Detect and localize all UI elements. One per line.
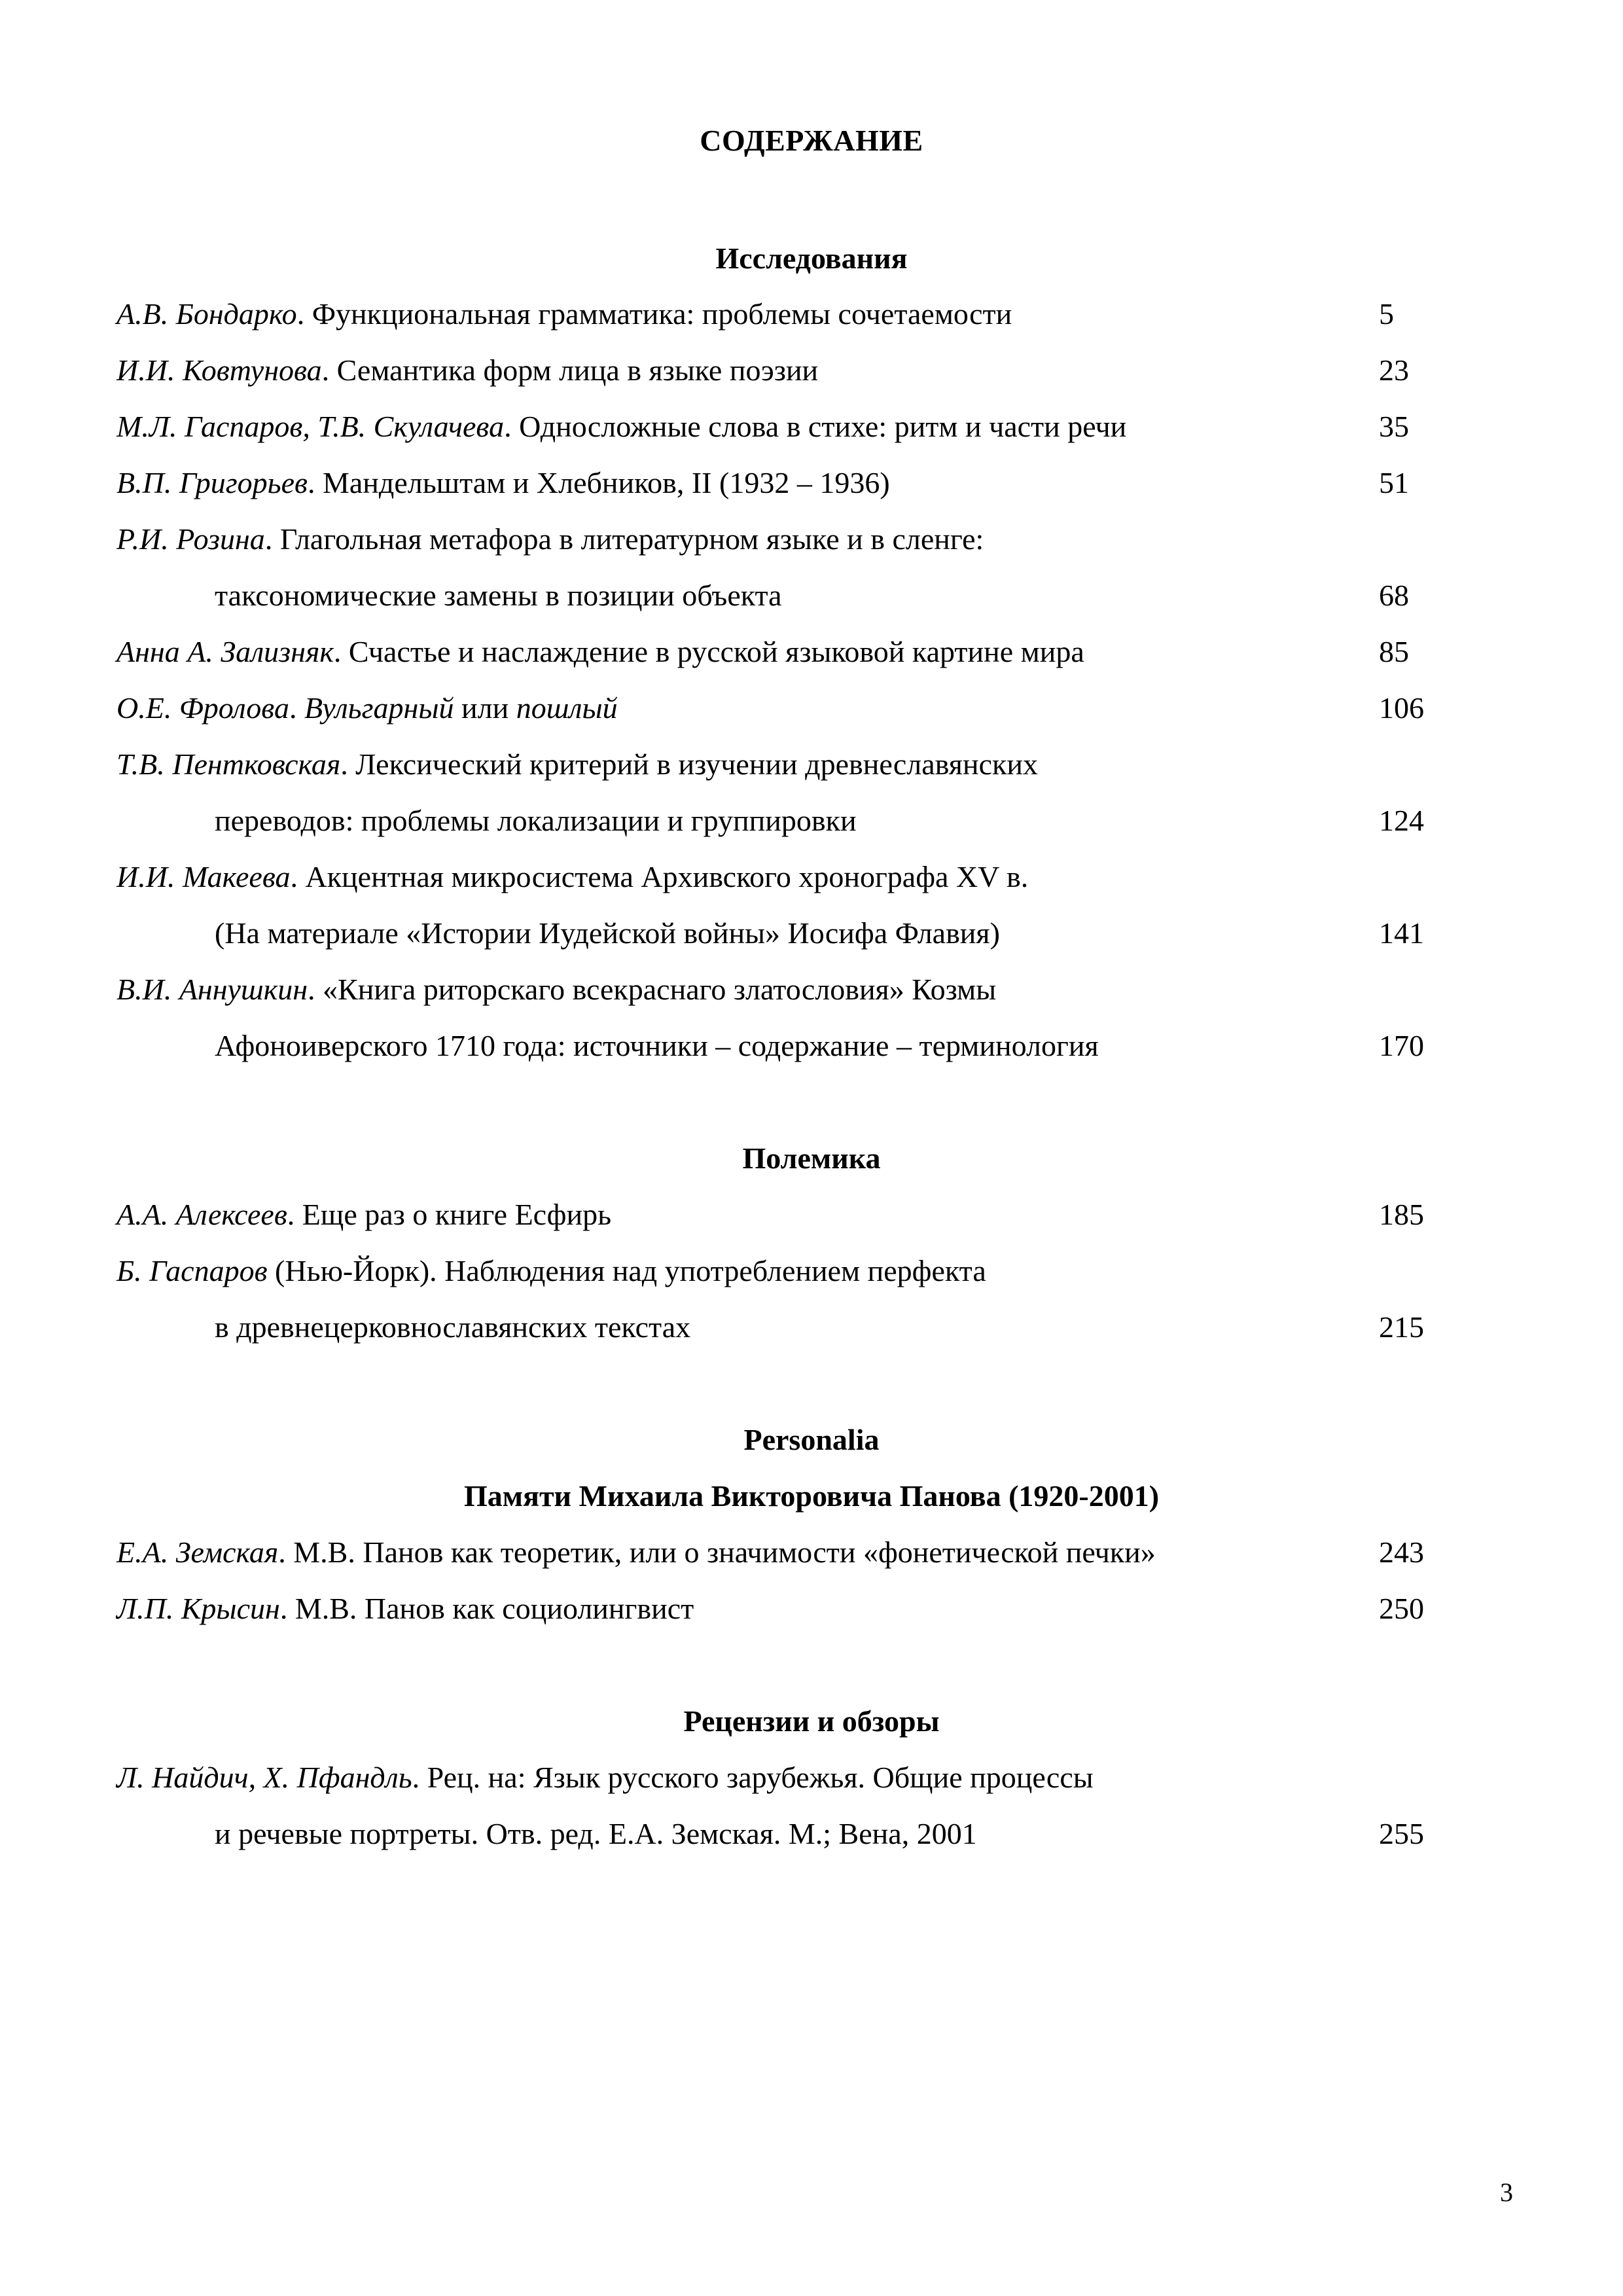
entry-title: . Глагольная метафора в литературном языке и в сленге: — [264, 522, 984, 556]
entry-page-number: 250 — [1379, 1592, 1424, 1625]
entry-page-number: 23 — [1379, 353, 1409, 387]
entry-title: . Лексический критерий в изучении древнеславянских — [340, 747, 1038, 781]
entry-title: . Еще раз о книге Есфирь — [287, 1198, 612, 1231]
entry-title: . Рец. на: Язык русского зарубежья. Общие процессы — [412, 1761, 1094, 1794]
entry-title-continuation: переводов: проблемы локализации и группировки — [215, 804, 857, 837]
entry-author: В.П. Григорьев — [116, 466, 308, 499]
entry-author: Л.П. Крысин — [116, 1592, 280, 1625]
entry-title: . Односложные слова в стихе: ритм и части речи — [504, 410, 1127, 443]
entry-title: . Мандельштам и Хлебников, II (1932 – 1936) — [307, 466, 890, 499]
entry-page-number: 255 — [1379, 1817, 1424, 1850]
entry-author: Б. Гаспаров — [116, 1254, 268, 1287]
entry-author: О.Е. Фролова — [116, 691, 289, 725]
entry-author: А.В. Бондарко — [116, 297, 297, 331]
entry-page-number: 68 — [1379, 579, 1409, 612]
section-heading-personalia: Personalia — [743, 1423, 880, 1456]
entry-page-number: 124 — [1379, 804, 1424, 837]
entry-page-number: 185 — [1379, 1198, 1424, 1231]
entry-title-word: Вульгарный — [304, 691, 454, 725]
entry-title: . Семантика форм лица в языке поэзии — [321, 353, 819, 387]
page-title: СОДЕРЖАНИЕ — [700, 124, 923, 157]
entry-author: Р.И. Розина — [116, 522, 265, 556]
entry-title: (Нью-Йорк). Наблюдения над употреблением перфекта — [267, 1254, 986, 1287]
page-number: 3 — [1500, 2178, 1513, 2207]
entry-page-number: 141 — [1379, 916, 1424, 950]
entry-page-number: 215 — [1379, 1310, 1424, 1344]
entry-title-continuation: Афоноиверского 1710 года: источники – содержание – терминология — [215, 1029, 1099, 1062]
entry-page-number: 85 — [1379, 635, 1409, 668]
entry-title-connector: или — [454, 691, 516, 725]
section-heading-reviews: Рецензии и обзоры — [683, 1704, 940, 1738]
entry-title: . Функциональная грамматика: проблемы сочетаемости — [296, 297, 1012, 331]
section-heading-polemics: Полемика — [742, 1141, 881, 1175]
entry-page-number: 170 — [1379, 1029, 1424, 1062]
entry-author: И.И. Ковтунова — [116, 353, 322, 387]
entry-author: М.Л. Гаспаров, Т.В. Скулачева — [116, 410, 505, 443]
section-heading-research: Исследования — [715, 242, 908, 275]
entry-title-continuation: таксономические замены в позиции объекта — [215, 579, 782, 612]
entry-title-continuation: и речевые портреты. Отв. ред. Е.А. Земская. М.; Вена, 2001 — [215, 1817, 977, 1850]
entry-title-continuation: в древнецерковнославянских текстах — [215, 1310, 691, 1344]
entry-title: . М.В. Панов как социолингвист — [279, 1592, 694, 1625]
entry-author: Анна А. Зализняк — [116, 635, 334, 668]
entry-page-number: 51 — [1379, 466, 1409, 499]
entry-author: И.И. Макеева — [116, 860, 291, 893]
entry-author: Е.А. Земская — [116, 1535, 279, 1569]
entry-title: . М.В. Панов как теоретик, или о значимости «фонетической печки» — [278, 1535, 1156, 1569]
entry-page-number: 243 — [1379, 1535, 1424, 1569]
entry-title: . Акцентная микросистема Архивского хронографа XV в. — [290, 860, 1029, 893]
entry-title: . «Книга риторскаго всекраснаго златословия» Козмы — [308, 973, 997, 1006]
entry-title: . Счастье и наслаждение в русской языковой картине мира — [333, 635, 1084, 668]
entry-page-number: 35 — [1379, 410, 1409, 443]
entry-title-word: пошлый — [516, 691, 618, 725]
entry-author: Л. Найдич, Х. Пфандль — [116, 1761, 412, 1794]
entry-page-number: 106 — [1379, 691, 1424, 725]
section-subheading-memorial: Памяти Михаила Викторовича Панова (1920-2001) — [463, 1479, 1160, 1513]
entry-author: Т.В. Пентковская — [116, 747, 341, 781]
entry-author: А.А. Алексеев — [116, 1198, 287, 1231]
entry-author: В.И. Аннушкин — [116, 973, 308, 1006]
entry-title-continuation: (На материале «Истории Иудейской войны» Иосифа Флавия) — [215, 916, 1000, 950]
entry-page-number: 5 — [1379, 297, 1394, 331]
entry-separator: . — [289, 691, 304, 725]
